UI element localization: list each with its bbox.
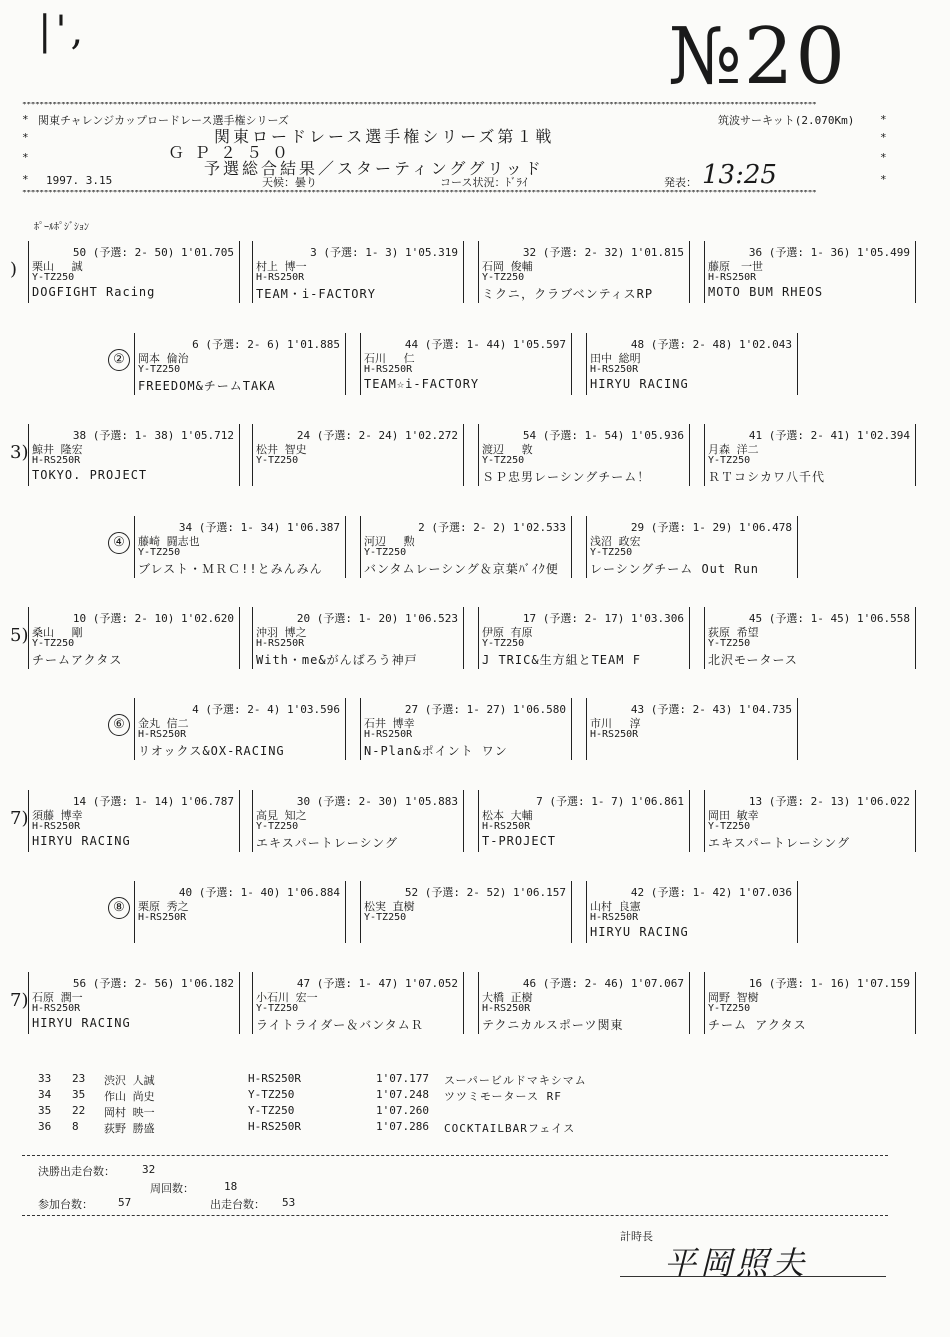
grid-slot-rider: 松実 直樹 [364, 900, 415, 913]
qualifier-no: 35 [72, 1088, 86, 1101]
qualifier-pos: 35 [38, 1104, 52, 1117]
results-subtitle: 予選総合結果／スターティンググリッド [204, 159, 544, 178]
grid-slot [252, 972, 464, 1034]
event-title: 関東ロードレース選手権シリーズ第１戦 [214, 127, 555, 146]
grid-slot-machine: Y-TZ250 [708, 455, 751, 466]
grid-slot-team: J TRIC&生方組とTEAM F [482, 653, 641, 667]
grid-slot-machine: H-RS250R [482, 821, 531, 832]
grid-slot-rider: 石井 博幸 [364, 717, 415, 730]
grid-slot-qualifying: 24 (予選: 2- 24) 1'02.272 [296, 429, 458, 442]
grid-slot-machine: H-RS250R [590, 912, 639, 923]
grid-slot-machine: H-RS250R [32, 1003, 81, 1014]
grid-slot-machine: H-RS250R [590, 729, 639, 740]
grid-slot-rider: 松本 大輔 [482, 809, 533, 822]
starters-value: 53 [282, 1196, 296, 1209]
grid-slot-qualifying: 14 (予選: 1- 14) 1'06.787 [72, 795, 234, 808]
timekeeper-label: 計時長 [620, 1230, 653, 1243]
grid-slot [478, 790, 690, 852]
grid-slot-machine: H-RS250R [138, 729, 187, 740]
grid-slot-qualifying: 27 (予選: 1- 27) 1'06.580 [404, 703, 566, 716]
series-name: 関東チャレンジカップロードレース選手権シリーズ [38, 114, 289, 127]
announce-time: 13:25 [702, 160, 777, 190]
star-left-3: * [22, 151, 29, 164]
grid-slot-team: ＲＴコシカワ八千代 [708, 470, 826, 484]
grid-slot-team: With・me&がんばろう神戸 [256, 653, 418, 667]
grid-slot-qualifying: 4 (予選: 2- 4) 1'03.596 [192, 703, 340, 716]
grid-slot-rider: 栗山 誠 [32, 260, 83, 273]
grid-slot [252, 424, 464, 486]
grid-slot-rider: 岡野 智樹 [708, 991, 759, 1004]
star-right-4: * [880, 173, 887, 186]
grid-slot-qualifying: 16 (予選: 1- 16) 1'07.159 [748, 977, 910, 990]
grid-slot-qualifying: 54 (予選: 1- 54) 1'05.936 [522, 429, 684, 442]
grid-slot-rider: 藤崎 闘志也 [138, 535, 200, 548]
grid-slot-team: HIRYU RACING [590, 377, 689, 391]
grid-slot [586, 698, 798, 760]
grid-slot-qualifying: 45 (予選: 1- 45) 1'06.558 [748, 612, 910, 625]
grid-slot-team: エキスパートレーシング [708, 836, 850, 850]
grid-slot [586, 333, 798, 395]
grid-slot-machine: Y-TZ250 [708, 1003, 751, 1014]
star-left-1: * [22, 113, 29, 126]
row-number-mark: 3) [10, 442, 29, 463]
laps-label: 周回数： [150, 1182, 194, 1195]
grid-slot-team: FREEDOM&チームTAKA [138, 379, 276, 393]
grid-slot [134, 698, 346, 760]
announce-label: 発表： [664, 176, 697, 189]
grid-slot [704, 607, 916, 669]
grid-slot-rider: 桑山 剛 [32, 626, 83, 639]
grid-slot-rider: 河辺 勲 [364, 535, 415, 548]
grid-slot-rider: 荻原 希望 [708, 626, 759, 639]
grid-slot-rider: 小石川 宏一 [256, 991, 318, 1004]
grid-slot-rider: 岡田 敏幸 [708, 809, 759, 822]
grid-slot-team: TEAM・i-FACTORY [256, 287, 376, 301]
grid-slot-rider: 山村 良憲 [590, 900, 641, 913]
grid-slot-qualifying: 6 (予選: 2- 6) 1'01.885 [192, 338, 340, 351]
qualifier-machine: Y-TZ250 [248, 1088, 295, 1101]
grid-slot-machine: Y-TZ250 [364, 547, 407, 558]
grid-slot-team: バンタムレーシング＆京葉ﾊﾞｲｸ便 [364, 562, 559, 576]
event-date: 1997. 3.15 [46, 174, 113, 187]
grid-slot-machine: H-RS250R [256, 272, 305, 283]
grid-slot [360, 881, 572, 943]
grid-slot [704, 790, 916, 852]
grid-slot-team: MOTO BUM RHEOS [708, 285, 824, 299]
grid-slot-team: HIRYU RACING [32, 1016, 131, 1030]
grid-slot-rider: 高見 知之 [256, 809, 307, 822]
grid-slot-qualifying: 34 (予選: 1- 34) 1'06.387 [178, 521, 340, 534]
grid-slot-machine: Y-TZ250 [32, 272, 75, 283]
grid-slot-machine: H-RS250R [708, 272, 757, 283]
qualifier-pos: 34 [38, 1088, 52, 1101]
grid-slot-machine: H-RS250R [32, 455, 81, 466]
grid-slot-machine: H-RS250R [364, 729, 413, 740]
grid-slot-qualifying: 29 (予選: 1- 29) 1'06.478 [630, 521, 792, 534]
row-number-mark: ② [108, 349, 130, 371]
row-number-mark: ⑧ [108, 897, 130, 919]
qualifier-team: ツツミモータース RF [444, 1090, 562, 1103]
grid-slot [134, 881, 346, 943]
grid-slot-rider: 松井 智史 [256, 443, 307, 456]
star-right-2: * [880, 131, 887, 144]
grid-slot-team: ブレスト・ＭＲＣ!!とみんみん [138, 562, 323, 576]
starters-label: 出走台数： [210, 1198, 265, 1211]
grid-slot-qualifying: 42 (予選: 1- 42) 1'07.036 [630, 886, 792, 899]
grid-slot-machine: Y-TZ250 [708, 638, 751, 649]
grid-slot [586, 881, 798, 943]
grid-slot-rider: 鯨井 隆宏 [32, 443, 83, 456]
star-left-4: * [22, 173, 29, 186]
grid-slot [478, 972, 690, 1034]
grid-slot-team: チーム アクタス [708, 1018, 807, 1032]
corner-mark: |', [38, 8, 88, 54]
grid-slot [478, 424, 690, 486]
summary-divider-bottom [22, 1215, 888, 1216]
grid-slot [252, 607, 464, 669]
pole-position-label: ﾎﾟｰﾙﾎﾟｼﾞｼｮﾝ [34, 222, 89, 233]
grid-slot-team: T-PROJECT [482, 834, 557, 848]
qualifier-no: 8 [72, 1120, 79, 1133]
grid-slot [704, 972, 916, 1034]
entries-label: 参加台数： [38, 1198, 93, 1211]
grid-slot-rider: 月森 洋二 [708, 443, 759, 456]
grid-slot-machine: H-RS250R [590, 364, 639, 375]
grid-slot-machine: Y-TZ250 [708, 821, 751, 832]
grid-slot-machine: H-RS250R [32, 821, 81, 832]
grid-slot [360, 333, 572, 395]
grid-slot-qualifying: 20 (予選: 1- 20) 1'06.523 [296, 612, 458, 625]
grid-slot-machine: H-RS250R [482, 1003, 531, 1014]
grid-slot-qualifying: 52 (予選: 2- 52) 1'06.157 [404, 886, 566, 899]
grid-slot-machine: Y-TZ250 [138, 547, 181, 558]
class-name: ＧＰ２５０ [168, 143, 299, 162]
grid-slot-machine: H-RS250R [364, 364, 413, 375]
grid-slot-qualifying: 43 (予選: 2- 43) 1'04.735 [630, 703, 792, 716]
grid-slot-team: 北沢モータース [708, 653, 798, 667]
grid-slot-machine: Y-TZ250 [32, 638, 75, 649]
qualifier-machine: H-RS250R [248, 1120, 301, 1133]
finalists-label: 決勝出走台数： [38, 1165, 115, 1178]
grid-slot-machine: Y-TZ250 [138, 364, 181, 375]
grid-slot-machine: Y-TZ250 [256, 455, 299, 466]
grid-slot [586, 516, 798, 578]
grid-slot-team: テクニカルスポーツ関東 [482, 1018, 624, 1032]
qualifier-rider: 作山 尚史 [104, 1090, 155, 1103]
grid-slot-machine: Y-TZ250 [590, 547, 633, 558]
grid-slot-rider: 村上 博一 [256, 260, 307, 273]
grid-slot [478, 607, 690, 669]
qualifier-machine: Y-TZ250 [248, 1104, 295, 1117]
grid-slot [134, 516, 346, 578]
row-number-mark: 7) [10, 808, 29, 829]
grid-slot-team: ミクニ，クラブベンティスRP [482, 287, 654, 301]
row-number-mark: ) [10, 259, 18, 280]
grid-slot-team: ＳＰ忠男レーシングチーム！ [482, 470, 651, 484]
row-number-mark: 7) [10, 990, 29, 1011]
grid-slot [28, 241, 240, 303]
course-condition: コース状況：ﾄﾞﾗｲ [440, 176, 528, 189]
grid-slot [704, 241, 916, 303]
star-left-2: * [22, 131, 29, 144]
grid-slot-team: TOKYO. PROJECT [32, 468, 148, 482]
grid-slot-rider: 石川 仁 [364, 352, 415, 365]
grid-slot-qualifying: 13 (予選: 2- 13) 1'06.022 [748, 795, 910, 808]
qualifier-time: 1'07.286 [376, 1120, 429, 1133]
qualifier-rider: 渋沢 人誠 [104, 1074, 155, 1087]
grid-slot-machine: Y-TZ250 [364, 912, 407, 923]
grid-slot-qualifying: 56 (予選: 2- 56) 1'06.182 [72, 977, 234, 990]
qualifier-pos: 33 [38, 1072, 52, 1085]
grid-slot-qualifying: 50 (予選: 2- 50) 1'01.705 [72, 246, 234, 259]
row-number-mark: ⑥ [108, 714, 130, 736]
grid-slot-qualifying: 3 (予選: 1- 3) 1'05.319 [310, 246, 458, 259]
grid-slot-qualifying: 41 (予選: 2- 41) 1'02.394 [748, 429, 910, 442]
grid-slot-rider: 須藤 博幸 [32, 809, 83, 822]
grid-slot [252, 790, 464, 852]
grid-slot-rider: 沖羽 博之 [256, 626, 307, 639]
grid-slot-team: HIRYU RACING [32, 834, 131, 848]
grid-slot-team: HIRYU RACING [590, 925, 689, 939]
grid-slot-team: エキスパートレーシング [256, 836, 398, 850]
grid-slot-machine: Y-TZ250 [482, 455, 525, 466]
grid-slot-qualifying: 36 (予選: 1- 36) 1'05.499 [748, 246, 910, 259]
entries-value: 57 [118, 1196, 132, 1209]
grid-slot-qualifying: 32 (予選: 2- 32) 1'01.815 [522, 246, 684, 259]
row-number-mark: ④ [108, 532, 130, 554]
grid-slot-machine: Y-TZ250 [256, 1003, 299, 1014]
grid-slot-rider: 渡辺 敦 [482, 443, 533, 456]
grid-slot-machine: Y-TZ250 [256, 821, 299, 832]
qualifier-time: 1'07.248 [376, 1088, 429, 1101]
grid-slot [478, 241, 690, 303]
timekeeper-signature: 平岡照夫 [664, 1244, 809, 1282]
grid-slot-team: チームアクタス [32, 653, 123, 667]
summary-divider-top [22, 1155, 888, 1156]
grid-slot [28, 790, 240, 852]
grid-slot-rider: 金丸 信二 [138, 717, 189, 730]
grid-slot-team: DOGFIGHT Racing [32, 285, 156, 299]
qualifier-time: 1'07.177 [376, 1072, 429, 1085]
laps-value: 18 [224, 1180, 238, 1193]
qualifier-team: COCKTAILBARフェイス [444, 1122, 576, 1135]
page-number: №20 [668, 12, 848, 102]
grid-slot [28, 972, 240, 1034]
grid-slot-qualifying: 47 (予選: 1- 47) 1'07.052 [296, 977, 458, 990]
circuit-name: 筑波サーキット(2.070Km) [718, 114, 855, 127]
grid-slot-rider: 市川 淳 [590, 717, 641, 730]
header-border-bottom [22, 190, 888, 196]
grid-slot-qualifying: 48 (予選: 2- 48) 1'02.043 [630, 338, 792, 351]
star-right-1: * [880, 113, 887, 126]
grid-slot-qualifying: 7 (予選: 1- 7) 1'06.861 [536, 795, 684, 808]
row-number-mark: 5) [10, 625, 29, 646]
grid-slot-machine: Y-TZ250 [482, 272, 525, 283]
grid-slot-rider: 藤原 一世 [708, 260, 763, 273]
grid-slot-team: TEAM☆i-FACTORY [364, 377, 480, 391]
qualifier-team: スーパービルドマキシマム [444, 1074, 587, 1087]
grid-slot-rider: 浅沼 政宏 [590, 535, 641, 548]
qualifier-rider: 荻野 勝盛 [104, 1122, 155, 1135]
qualifier-rider: 岡村 映一 [104, 1106, 155, 1119]
grid-slot-machine: Y-TZ250 [482, 638, 525, 649]
grid-slot-rider: 石原 潤一 [32, 991, 83, 1004]
signature-line [620, 1276, 886, 1277]
grid-slot-team: リオックス&OX-RACING [138, 744, 285, 758]
grid-slot [704, 424, 916, 486]
grid-slot-rider: 大橋 正樹 [482, 991, 533, 1004]
grid-slot-rider: 田中 総明 [590, 352, 641, 365]
qualifier-no: 22 [72, 1104, 86, 1117]
star-right-3: * [880, 151, 887, 164]
weather: 天候：曇り [262, 176, 317, 189]
grid-slot-qualifying: 44 (予選: 1- 44) 1'05.597 [404, 338, 566, 351]
header-border-top [22, 102, 888, 108]
qualifier-machine: H-RS250R [248, 1072, 301, 1085]
grid-slot-team: N-Plan&ポイント ワン [364, 744, 508, 758]
grid-slot-qualifying: 38 (予選: 1- 38) 1'05.712 [72, 429, 234, 442]
grid-slot-qualifying: 17 (予選: 2- 17) 1'03.306 [522, 612, 684, 625]
finalists-value: 32 [142, 1163, 156, 1176]
grid-slot [252, 241, 464, 303]
qualifier-pos: 36 [38, 1120, 52, 1133]
grid-slot-machine: H-RS250R [256, 638, 305, 649]
grid-slot [360, 516, 572, 578]
grid-slot [134, 333, 346, 395]
grid-slot-rider: 栗原 秀之 [138, 900, 189, 913]
grid-slot [28, 607, 240, 669]
grid-slot-qualifying: 40 (予選: 1- 40) 1'06.884 [178, 886, 340, 899]
grid-slot [360, 698, 572, 760]
grid-slot-qualifying: 10 (予選: 2- 10) 1'02.620 [72, 612, 234, 625]
grid-slot-rider: 伊原 有原 [482, 626, 533, 639]
grid-slot [28, 424, 240, 486]
grid-slot-team: レーシングチーム Out Run [590, 562, 760, 576]
grid-slot-rider: 石岡 俊輔 [482, 260, 533, 273]
grid-slot-qualifying: 2 (予選: 2- 2) 1'02.533 [418, 521, 566, 534]
qualifier-no: 23 [72, 1072, 86, 1085]
grid-slot-qualifying: 30 (予選: 2- 30) 1'05.883 [296, 795, 458, 808]
grid-slot-machine: H-RS250R [138, 912, 187, 923]
grid-slot-rider: 岡本 倫治 [138, 352, 189, 365]
grid-slot-qualifying: 46 (予選: 2- 46) 1'07.067 [522, 977, 684, 990]
qualifier-time: 1'07.260 [376, 1104, 429, 1117]
grid-slot-team: ライトライダー＆バンタムＲ [256, 1018, 424, 1032]
